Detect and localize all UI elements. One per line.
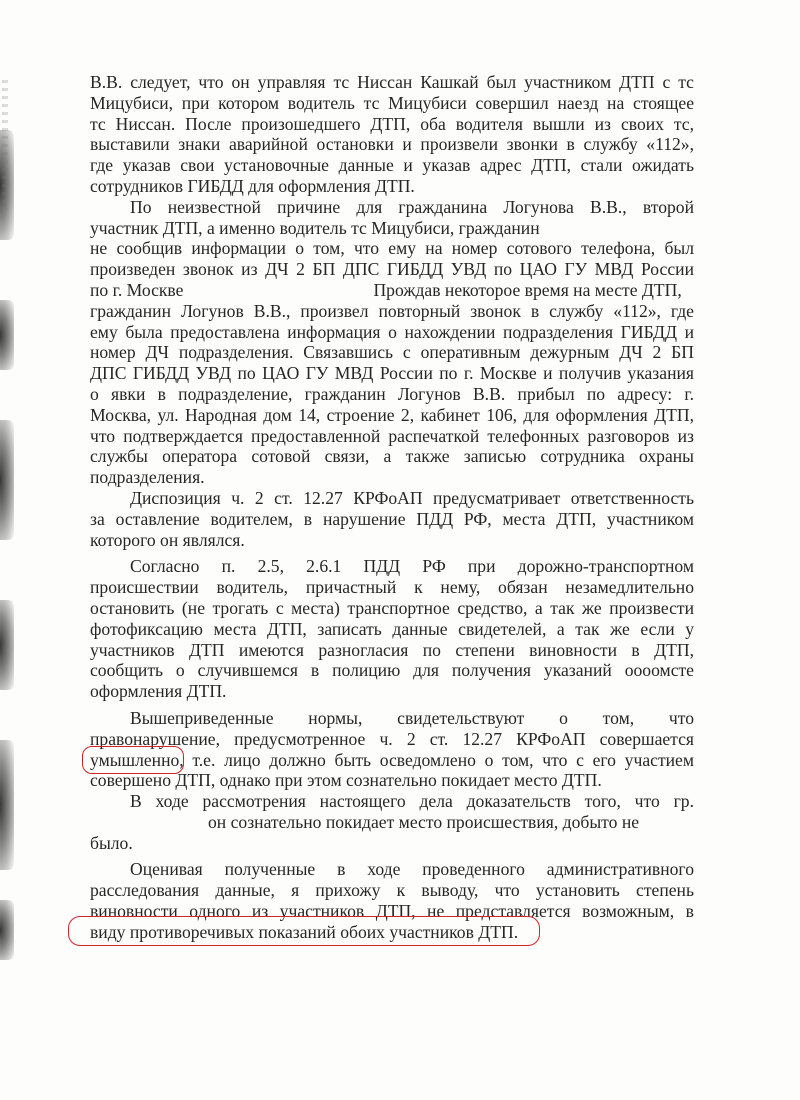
text-line: гражданин Логунов В.В., произвел повторный звонок в службу «112», где — [90, 300, 694, 321]
text-line: Мицубиси, при котором водитель тс Мицубиси совершил наезд на стоящее — [90, 92, 694, 113]
text-line — [90, 812, 694, 833]
text-line: за оставление водителем, в нарушение ПДД РФ, места ДТП, участником — [90, 508, 694, 529]
scan-shadow — [0, 300, 14, 370]
scan-shadow — [0, 600, 14, 690]
text-line: ему была предоставлена информация о нахождении подразделения ГИБДД и — [90, 321, 694, 342]
text-line: совершено ДТП, однако при этом сознательно покидает место ДТП. — [90, 770, 602, 791]
text-line: сообщить о случившемся в полицию для получения указаний оооомсте — [90, 660, 694, 681]
text-line: участник ДТП, а именно водитель тс Мицубиси, гражданин — [90, 217, 540, 238]
text-fragment: он сознательно покидает место происшествия, добыто не — [208, 811, 640, 832]
scan-shadow — [0, 420, 14, 540]
text-line: сотрудников ГИБДД для оформления ДТП. — [90, 175, 415, 196]
text-line: участников ДТП имеются разногласия по степени виновности в ДТП, — [90, 639, 694, 660]
text-line: где указав свои установочные данные и указав адрес ДТП, стали ожидать — [90, 155, 694, 176]
text-line: правонарушение, предусмотренное ч. 2 ст. 12.27 КРФоАП совершается — [90, 728, 694, 749]
text-line: что подтверждается предоставленной распечаткой телефонных разговоров из — [90, 425, 694, 446]
text-line: По неизвестной причине для гражданина Логунова В.В., второй — [130, 196, 694, 217]
text-line: о явки в подразделение, гражданин Логунов В.В. прибыл по адресу: г. — [90, 383, 694, 404]
text-fragment: т.е. лицо должно быть осведомлено о том, что с его участием — [192, 749, 694, 770]
text-line: остановить (не трогать с места) транспортное средство, а так же произвести — [90, 597, 694, 618]
text-line: виновности одного из участников ДТП, не представляется возможным, в — [90, 901, 694, 922]
text-line: тс Ниссан. После произошедшего ДТП, оба водителя вышли из своих тс, — [90, 113, 694, 134]
text-line: В.В. следует, что он управляя тс Ниссан Кашкай был участником ДТП с тс — [90, 72, 694, 92]
text-line: не сообщив информации о том, что ему на номер сотового телефона, был — [90, 238, 694, 259]
text-line: Оценивая полученные в ходе проведенного административного — [130, 859, 694, 880]
text-line: произведен звонок из ДЧ 2 БП ДПС ГИБДД УВД по ЦАО ГУ МВД России — [90, 259, 694, 280]
scan-dust — [2, 80, 8, 210]
text-line: фотофиксацию места ДТП, записать данные свидетелей, а так же если у — [90, 618, 694, 639]
text-line: оформления ДТП. — [90, 681, 227, 702]
text-line: Согласно п. 2.5, 2.6.1 ПДД РФ при дорожно-транспортном — [130, 556, 694, 577]
text-line: В ходе рассмотрения настоящего дела доказательств того, что гр. — [130, 791, 694, 812]
text-line: номер ДЧ подразделения. Связавшись с оперативным дежурным ДЧ 2 БП — [90, 342, 694, 363]
document-body — [90, 72, 694, 943]
scan-shadow — [0, 900, 14, 960]
text-line: расследования данные, я прихожу к выводу, что установить степень — [90, 880, 694, 901]
text-line: происшествии водитель, причастный к нему, обязан незамедлительно — [90, 577, 694, 598]
text-line: было. — [90, 832, 133, 853]
text-line: Москва, ул. Народная дом 14, строение 2, кабинет 106, для оформления ДТП, — [90, 404, 694, 425]
text-fragment: по г. Москве — [90, 279, 184, 300]
text-line: выставили знаки аварийной остановки и произвели звонки в службу «112», — [90, 134, 694, 155]
text-line: Диспозиция ч. 2 ст. 12.27 КРФоАП предусматривает ответственность — [130, 487, 694, 508]
scan-shadow — [0, 740, 14, 870]
text-line: ДПС ГИБДД УВД по ЦАО ГУ МВД России по г. Москве и получив указания — [90, 363, 694, 384]
text-line: подразделения. — [90, 467, 205, 488]
text-line — [90, 750, 694, 771]
text-line: которого он являлся. — [90, 529, 245, 550]
text-line: службы оператора сотовой связи, а также записью сотрудника охраны — [90, 446, 694, 467]
highlighted-word: умышленно, — [90, 749, 184, 770]
text-line — [90, 922, 694, 943]
text-fragment: Прождав некоторое время на месте ДТП, — [373, 279, 682, 300]
text-line: Вышеприведенные нормы, свидетельствуют о том, что — [130, 707, 694, 728]
text-line — [90, 280, 694, 301]
highlighted-phrase: виду противоречивых показаний обоих участников ДТП. — [90, 921, 519, 942]
